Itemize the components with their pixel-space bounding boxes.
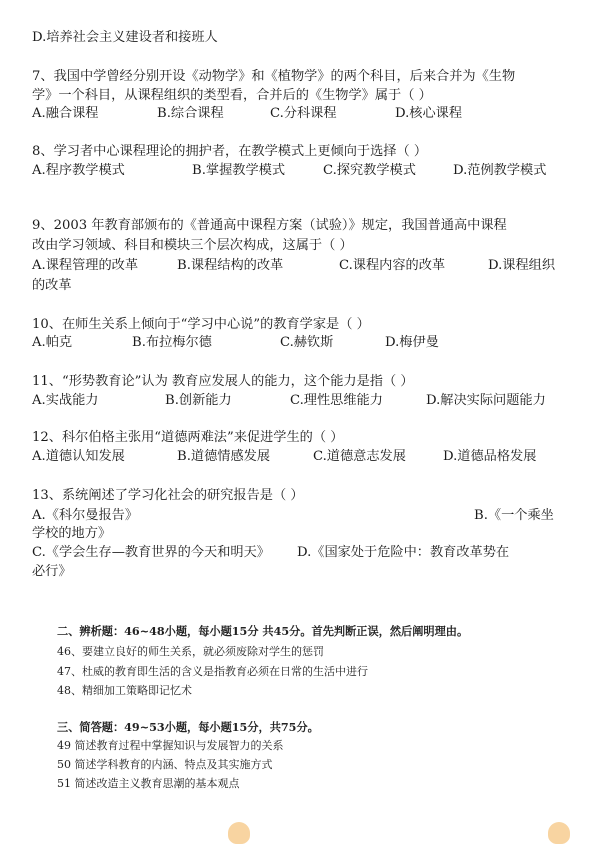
option-a: A.帕克 <box>32 335 73 350</box>
option-b: B.课程结构的改革 <box>177 258 284 273</box>
question-9-stem-line-2: 改由学习领域、科目和模块三个层次构成，这属于（ ） <box>32 238 353 253</box>
question-12-options <box>32 449 584 465</box>
question-6-option-d: D.培养社会主义建设者和接班人 <box>32 30 218 45</box>
question-10-stem: 10、在师生关系上倾向于“学习中心说”的教育学家是（ ） <box>32 317 370 332</box>
option-c: C.《学会生存—教育世界的今天和明天》 <box>32 545 270 560</box>
option-d: D.解决实际问题能力 <box>426 393 546 408</box>
decorative-blob-left <box>228 822 250 844</box>
question-12-stem: 12、科尔伯格主张用“道德两难法”来促进学生的（ ） <box>32 430 344 445</box>
question-13-option-b-wrap: 学校的地方》 <box>32 526 112 541</box>
question-9-options <box>32 258 584 274</box>
question-11-stem: 11、“形势教育论”认为 教育应发展人的能力，这个能力是指（ ） <box>32 374 414 389</box>
option-c: C.道德意志发展 <box>313 449 406 464</box>
option-c: C.分科课程 <box>270 106 337 121</box>
section-2-item-46: 46、要建立良好的师生关系，就必须废除对学生的惩罚 <box>57 645 324 658</box>
option-b: B.布拉梅尔德 <box>132 335 212 350</box>
question-7-stem-line-1: 7、我国中学曾经分别开设《动物学》和《植物学》的两个科目，后来合并为《生物 <box>32 69 516 84</box>
section-2-item-48: 48、精细加工策略即记忆术 <box>57 684 192 697</box>
section-3-item-51: 51 简述改造主义教育思潮的基本观点 <box>57 777 240 790</box>
question-7-options <box>32 106 584 122</box>
option-d: D.课程组织 <box>488 258 556 273</box>
option-a: A.融合课程 <box>32 106 99 121</box>
option-b: B.道德情感发展 <box>177 449 271 464</box>
option-d: D.核心课程 <box>395 106 463 121</box>
option-a: A.程序教学模式 <box>32 163 125 178</box>
section-3-heading: 三、简答题：49~53小题，每小题15分，共75分。 <box>57 720 319 734</box>
option-c: C.课程内容的改革 <box>339 258 446 273</box>
question-9-stem-line-1: 9、2003 年教育部颁布的《普通高中课程方案（试验）》规定，我国普通高中课程 <box>32 218 507 233</box>
question-7-stem-line-2: 学》一个科目，从课程组织的类型看，合并后的《生物学》属于（ ） <box>32 88 432 103</box>
decorative-blob-right <box>548 822 570 844</box>
section-2-item-47: 47、杜威的教育即生活的含义是指教育必须在日常的生活中进行 <box>57 665 368 678</box>
option-b: B.掌握教学模式 <box>192 163 286 178</box>
question-13-options-ab <box>32 508 584 524</box>
question-10-options <box>32 335 584 351</box>
option-d: D.《国家处于危险中：教育改革势在 <box>297 545 510 560</box>
option-a: A.道德认知发展 <box>32 449 125 464</box>
question-13-options-cd <box>32 545 584 561</box>
option-a: A.实战能力 <box>32 393 99 408</box>
option-c: C.赫钦斯 <box>280 335 334 350</box>
question-8-stem: 8、学习者中心课程理论的拥护者，在教学模式上更倾向于选择（ ） <box>32 144 428 159</box>
option-c: C.探究教学模式 <box>323 163 416 178</box>
section-2-heading: 二、辨析题：46~48小题，每小题15分 共45分。首先判断正误，然后阐明理由。 <box>57 624 469 638</box>
question-9-option-d-wrap: 的改革 <box>32 278 72 293</box>
question-13-stem: 13、系统阐述了学习化社会的研究报告是（ ） <box>32 488 304 503</box>
question-11-options <box>32 393 584 409</box>
option-a: A.《科尔曼报告》 <box>32 508 139 523</box>
option-d: D.梅伊曼 <box>385 335 439 350</box>
section-3-item-50: 50 简述学科教育的内涵、特点及其实施方式 <box>57 758 273 771</box>
option-c: C.理性思维能力 <box>290 393 383 408</box>
option-b: B.创新能力 <box>165 393 232 408</box>
question-8-options <box>32 163 584 179</box>
option-d: D.范例教学模式 <box>453 163 547 178</box>
option-b: B.综合课程 <box>157 106 224 121</box>
option-d: D.道德品格发展 <box>443 449 537 464</box>
section-3-item-49: 49 简述教育过程中掌握知识与发展智力的关系 <box>57 739 284 752</box>
option-a: A.课程管理的改革 <box>32 258 139 273</box>
question-13-option-d-wrap: 必行》 <box>32 564 72 579</box>
option-b: B.《一个乘坐 <box>474 508 554 523</box>
